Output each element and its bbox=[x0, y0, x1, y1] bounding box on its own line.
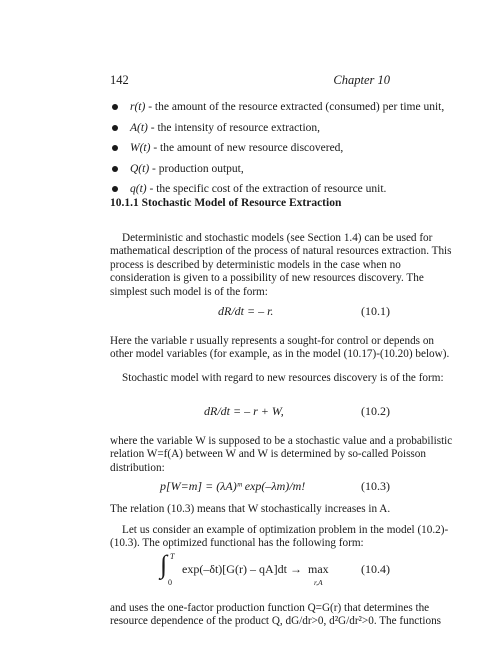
equation-10-3: p[W=m] = (λA)ᵐ exp(–λm)/m! (10.3) bbox=[160, 479, 390, 493]
page-header bbox=[110, 73, 390, 89]
bullet-icon bbox=[112, 145, 118, 151]
list-item: r(t) - the amount of the resource extracted (consumed) per time unit, bbox=[110, 100, 400, 121]
variable-list bbox=[110, 100, 445, 203]
bullet-icon bbox=[112, 104, 118, 110]
page-number: 142 bbox=[110, 73, 129, 87]
paragraph-production: and uses the one-factor production function Q=G(r) that determines the resource dependence of the product Q, dG/dr>0, d²G/dr²>0. The functions bbox=[110, 602, 442, 628]
section-heading: 10.1.1 Stochastic Model of Resource Extraction bbox=[110, 197, 342, 209]
paragraph-variable-r: Here the variable r usually represents a sought-for control or depends on other model variables (for example, as in the model (10.17)-(10.20) below). bbox=[110, 335, 450, 361]
paragraph-poisson: where the variable W is supposed to be a stochastic value and a probabilistic relation W=f(A) between W and W is determined by so-called Poisson distribution: bbox=[110, 435, 453, 474]
list-item: W(t) - the amount of new resource discovered, bbox=[110, 141, 400, 162]
list-item: A(t) - the intensity of resource extraction, bbox=[110, 121, 400, 142]
integral-sign: ∫ bbox=[160, 550, 168, 579]
paragraph-stochastic: Stochastic model with regard to new resources discovery is of the form: bbox=[122, 372, 444, 384]
bullet-icon bbox=[112, 125, 118, 131]
equation-10-4: ∫ T 0 exp(–δt)[G(r) – qA]dt → max r,A (10.4) bbox=[160, 550, 390, 587]
bullet-icon bbox=[112, 186, 118, 192]
paragraph-intro: Deterministic and stochastic models (see Section 1.4) can be used for mathematical description of the process of natural resources extraction. This process is described by deterministic models in the case when no consideration is given to a possibility of new resources discovery. The simplest such model is of the form: bbox=[110, 232, 452, 298]
bullet-icon bbox=[112, 166, 118, 172]
equation-10-1: dR/dt = – r. (10.1) bbox=[218, 304, 390, 318]
chapter-title: Chapter 10 bbox=[333, 73, 390, 87]
paragraph-increase: The relation (10.3) means that W stochastically increases in A. bbox=[110, 503, 391, 515]
list-item: q(t) - the specific cost of the extraction of resource unit. bbox=[110, 182, 400, 203]
paragraph-optimization: Let us consider an example of optimization problem in the model (10.2)- (10.3). The optimized functional has the following form: bbox=[110, 524, 449, 550]
list-item: Q(t) - production output, bbox=[110, 162, 400, 183]
equation-10-2: dR/dt = – r + W, (10.2) bbox=[204, 404, 390, 418]
